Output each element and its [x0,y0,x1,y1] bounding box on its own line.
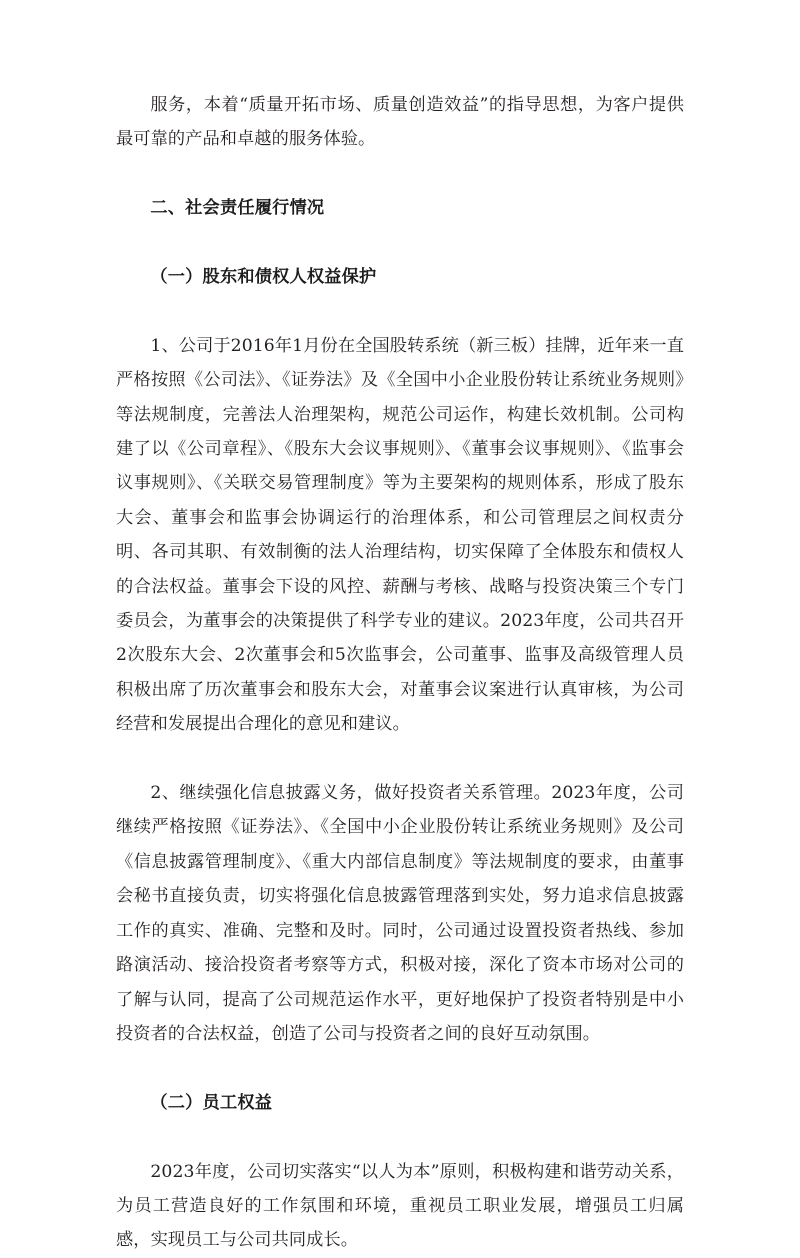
heading-employee-rights: （二）员工权益 [150,1092,273,1113]
paragraph-employee-rights-body: 2023年度，公司切实落实“以人为本”原则，积极构建和谐劳动关系，为员工营造良好的工作氛围和环境，重视员工职业发展，增强员工归属感，实现员工与公司共同成长。 [116,1161,684,1251]
paragraph-service-continuation: 服务，本着“质量开拓市场、质量创造效益”的指导思想，为客户提供最可靠的产品和卓越的服务体验。 [116,95,684,150]
spacer-before-heading-shareholder-creditor-rights [116,226,684,260]
heading-social-responsibility: 二、社会责任履行情况 [150,198,325,219]
spacer-before-paragraph-governance-item-1 [116,294,684,328]
spacer-before-heading-employee-rights [116,1051,684,1085]
heading-shareholder-creditor-rights: （一）股东和债权人权益保护 [150,267,377,287]
paragraph-governance-item-1: 1、公司于2016年1月份在全国股转系统（新三板）挂牌，近年来一直严格按照《公司法》、《证券法》及《全国中小企业股份转让系统业务规则》等法规制度，完善法人治理架构，规范公司运作，构建长效机制。公司构建了以《公司章程》、《股东大会议事规则》、《董事会议事规则》、《监事会议事规则》、《关联交易管理制度》等为主要架构的规则体系，形成了股东大会、董事会和监事会协调运行的治理体系，和公司管理层之间权责分明、各司其职、有效制衡的法人治理结构，切实保障了全体股东和债权人的合法权益。董事会下设的风控、薪酬与考核、战略与投资决策三个专门委员会，为董事会的决策提供了科学专业的建议。2023年度，公司共召开2次股东大会、2次董事会和5次监事会，公司董事、监事及高级管理人员积极出席了历次董事会和股东大会，对董事会议案进行认真审核，为公司经营和发展提出合理化的意见和建议。 [116,335,684,735]
spacer-before-paragraph-employee-rights-body [116,1120,684,1154]
spacer-before-heading-social-responsibility [116,157,684,191]
document-text-column [116,88,684,1258]
paragraph-disclosure-item-2: 2、继续强化信息披露义务，做好投资者关系管理。2023年度，公司继续严格按照《证券法》、《全国中小企业股份转让系统业务规则》及公司《信息披露管理制度》、《重大内部信息制度》等法规制度的要求，由董事会秘书直接负责，切实将强化信息披露管理落到实处，努力追求信息披露工作的真实、准确、完整和及时。同时，公司通过设置投资者热线、参加路演活动、接洽投资者考察等方式，积极对接，深化了资本市场对公司的了解与认同，提高了公司规范运作水平，更好地保护了投资者特别是中小投资者的合法权益，创造了公司与投资者之间的良好互动氛围。 [116,783,684,1044]
spacer-before-paragraph-disclosure-item-2 [116,742,684,776]
